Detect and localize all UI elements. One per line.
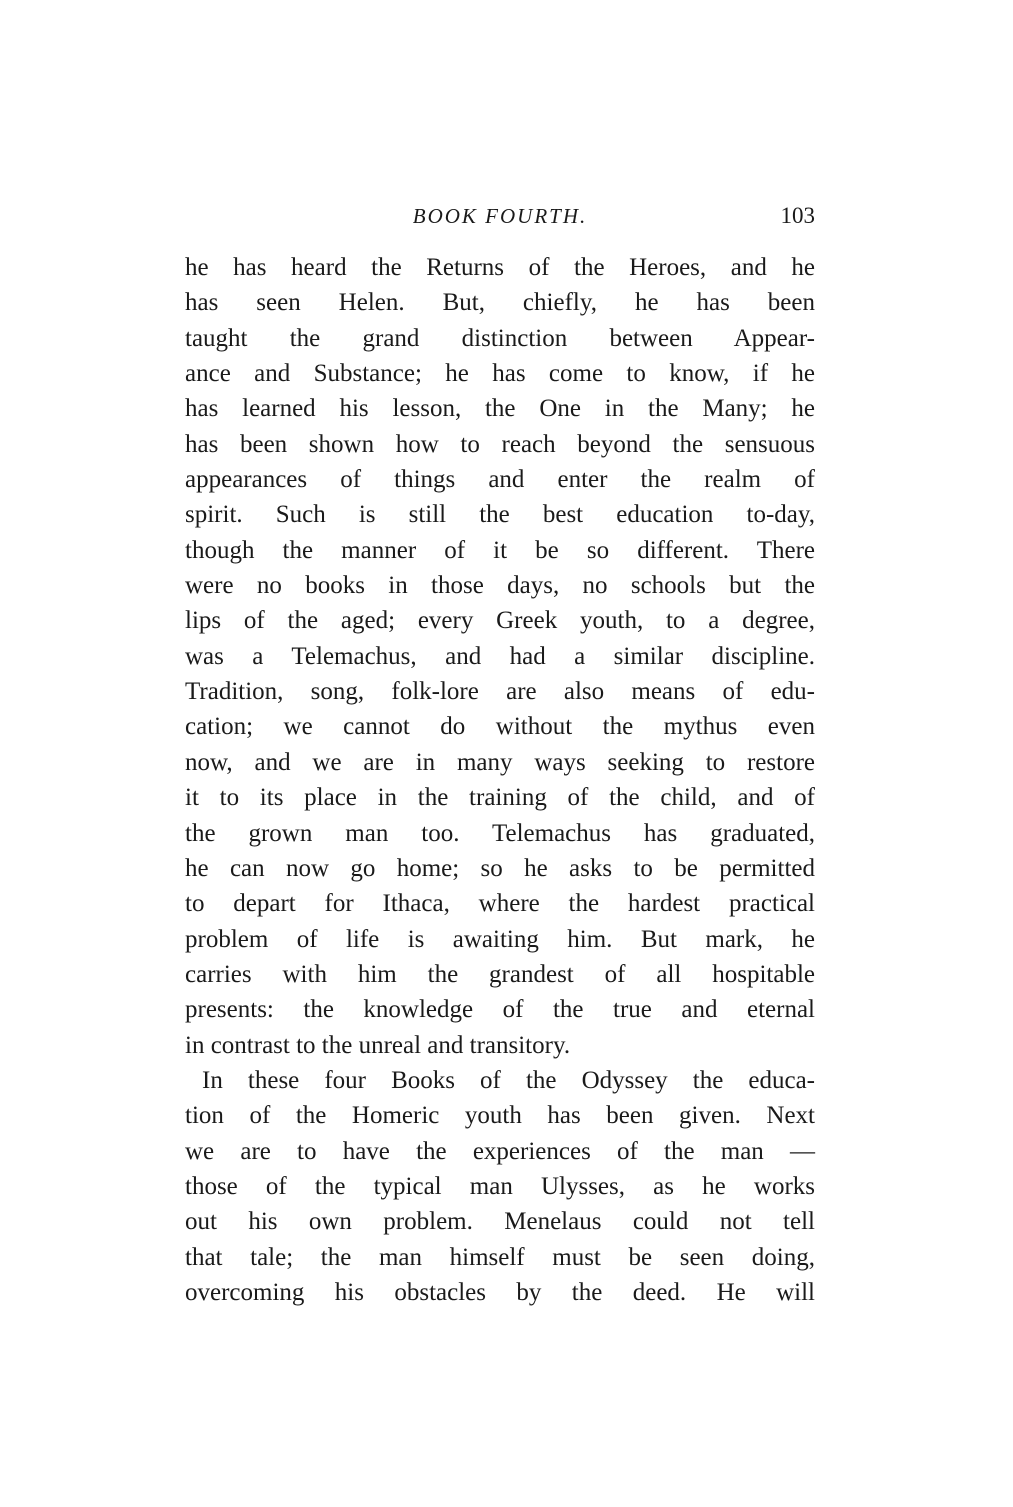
text-line: Tradition, song, folk-lore are also means of edu- [185, 678, 815, 706]
running-title: BOOK FOURTH. [412, 204, 588, 228]
text-line: ance and Substance; he has come to know, if he [185, 360, 815, 388]
text-line: appearances of things and enter the realm of [185, 466, 815, 494]
text-line: though the manner of it be so different. There [185, 536, 815, 564]
text-line: he can now go home; so he asks to be permitted [185, 854, 815, 882]
text-line: in contrast to the unreal and transitory. [185, 1031, 571, 1059]
paragraph-2 [185, 1063, 815, 1310]
text-line: has seen Helen. But, chiefly, he has been [185, 289, 815, 317]
text-line: it to its place in the training of the child, and of [185, 784, 815, 812]
text-line: lips of the aged; every Greek youth, to a degree, [185, 607, 815, 635]
text-line: he has heard the Returns of the Heroes, and he [185, 254, 815, 281]
text-line: has learned his lesson, the One in the Many; he [185, 395, 815, 423]
running-head [185, 200, 815, 232]
text-line: has been shown how to reach beyond the sensuous [185, 430, 815, 458]
text-line: cation; we cannot do without the mythus even [185, 713, 815, 741]
text-line: to depart for Ithaca, where the hardest practical [185, 890, 815, 918]
paragraph-1 [185, 250, 815, 1063]
text-line: spirit. Such is still the best education to-day, [185, 501, 815, 529]
text-line: out his own problem. Menelaus could not tell [185, 1208, 815, 1236]
text-line: we are to have the experiences of the man — [185, 1137, 815, 1165]
text-line: the grown man too. Telemachus has graduated, [185, 819, 815, 847]
text-line: were no books in those days, no schools but the [185, 572, 815, 600]
text-line: problem of life is awaiting him. But mark, he [185, 925, 815, 953]
text-line: those of the typical man Ulysses, as he works [185, 1172, 815, 1200]
text-line: overcoming his obstacles by the deed. He will [185, 1278, 815, 1306]
text-line: now, and we are in many ways seeking to restore [185, 748, 815, 776]
text-line: In these four Books of the Odyssey the educa- [202, 1066, 815, 1094]
text-line: that tale; the man himself must be seen doing, [185, 1243, 815, 1271]
text-line: presents: the knowledge of the true and eternal [185, 996, 815, 1024]
text-line: taught the grand distinction between Appear- [185, 324, 815, 352]
page-number: 103 [780, 203, 815, 228]
text-line: tion of the Homeric youth has been given. Next [185, 1102, 815, 1130]
text-line: was a Telemachus, and had a similar discipline. [185, 642, 815, 670]
text-line: carries with him the grandest of all hospitable [185, 960, 815, 988]
body-text [185, 250, 815, 1310]
